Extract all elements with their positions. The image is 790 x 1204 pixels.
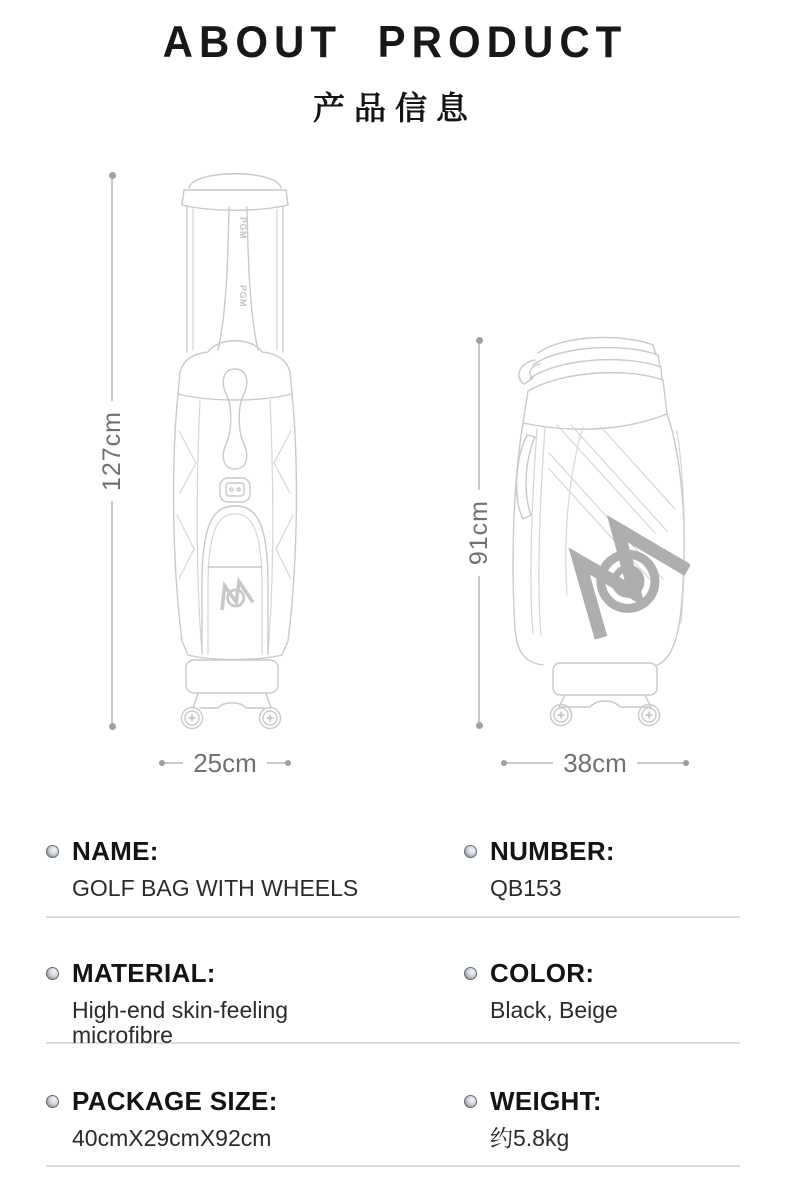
right-bag-illustration bbox=[505, 333, 690, 745]
dimension-endpoint-dot bbox=[285, 760, 291, 766]
right-bag-height-label: 91cm bbox=[464, 500, 493, 566]
dimension-line bbox=[165, 762, 183, 764]
spec-item-name bbox=[46, 836, 464, 916]
dimension-endpoint-dot bbox=[109, 172, 116, 179]
dimension-endpoint-dot bbox=[109, 723, 116, 730]
spec-item-number bbox=[464, 836, 740, 916]
left-bag-height-label: 127cm bbox=[97, 410, 126, 492]
page-title: ABOUT PRODUCT bbox=[162, 16, 628, 67]
dimension-endpoint-dot bbox=[683, 760, 689, 766]
dimension-line bbox=[111, 501, 113, 723]
spec-item-weight bbox=[464, 1086, 740, 1165]
golf-bag-side-drawing bbox=[505, 333, 690, 745]
dimension-endpoint-dot bbox=[476, 337, 483, 344]
spec-label: PACKAGE SIZE: bbox=[72, 1086, 278, 1116]
sphere-bullet-icon bbox=[464, 845, 477, 858]
right-bag-height-dimension bbox=[465, 337, 493, 729]
spec-label: COLOR: bbox=[490, 958, 595, 988]
spec-value: Black, Beige bbox=[490, 997, 618, 1023]
golf-bag-front-drawing bbox=[160, 163, 310, 748]
left-bag-width-label: 25cm bbox=[193, 747, 257, 778]
dimension-line bbox=[111, 179, 113, 401]
spec-row-material-color bbox=[46, 918, 740, 1048]
spec-value: 约5.8kg bbox=[490, 1125, 570, 1151]
spec-value: QB153 bbox=[490, 875, 562, 901]
right-wheel bbox=[260, 708, 281, 729]
pgm-tube-logo: PGM bbox=[238, 217, 248, 240]
spec-label: WEIGHT: bbox=[490, 1086, 602, 1116]
dimension-line bbox=[507, 762, 553, 764]
left-bag-height-dimension bbox=[98, 172, 126, 730]
dimension-line bbox=[478, 576, 480, 722]
spec-label: NAME: bbox=[72, 836, 159, 866]
sphere-bullet-icon bbox=[464, 1095, 477, 1108]
dimension-line bbox=[637, 762, 683, 764]
right-wheel bbox=[639, 705, 660, 726]
spec-label: MATERIAL: bbox=[72, 958, 216, 988]
pgm-tube-logo: PGM bbox=[238, 285, 248, 308]
sphere-bullet-icon bbox=[46, 967, 59, 980]
dimension-line bbox=[478, 344, 480, 490]
spec-row-name-number bbox=[46, 826, 740, 916]
spec-item-package-size bbox=[46, 1086, 464, 1165]
page-subtitle-chinese: 产品信息 bbox=[312, 90, 477, 126]
left-wheel bbox=[551, 705, 572, 726]
spec-row-package-weight bbox=[46, 1044, 740, 1165]
spec-item-material bbox=[46, 958, 464, 1048]
left-bag-illustration bbox=[160, 163, 310, 748]
spec-value: GOLF BAG WITH WHEELS bbox=[72, 875, 359, 901]
sphere-bullet-icon bbox=[46, 1095, 59, 1108]
right-bag-width-label: 38cm bbox=[563, 747, 627, 778]
left-wheel bbox=[182, 708, 203, 729]
dimension-line bbox=[267, 762, 285, 764]
right-bag-width-dimension bbox=[505, 748, 685, 778]
spec-section bbox=[46, 826, 740, 1167]
left-bag-width-dimension bbox=[160, 748, 290, 778]
brand-monogram-large bbox=[554, 510, 687, 638]
sphere-bullet-icon bbox=[464, 967, 477, 980]
divider bbox=[46, 1165, 740, 1167]
spec-value: High-end skin-feeling microfibre bbox=[72, 997, 289, 1048]
sphere-bullet-icon bbox=[46, 845, 59, 858]
brand-monogram-small bbox=[216, 580, 253, 610]
dimension-endpoint-dot bbox=[476, 722, 483, 729]
spec-value: 40cmX29cmX92cm bbox=[72, 1125, 272, 1151]
spec-item-color bbox=[464, 958, 740, 1048]
spec-label: NUMBER: bbox=[490, 836, 615, 866]
